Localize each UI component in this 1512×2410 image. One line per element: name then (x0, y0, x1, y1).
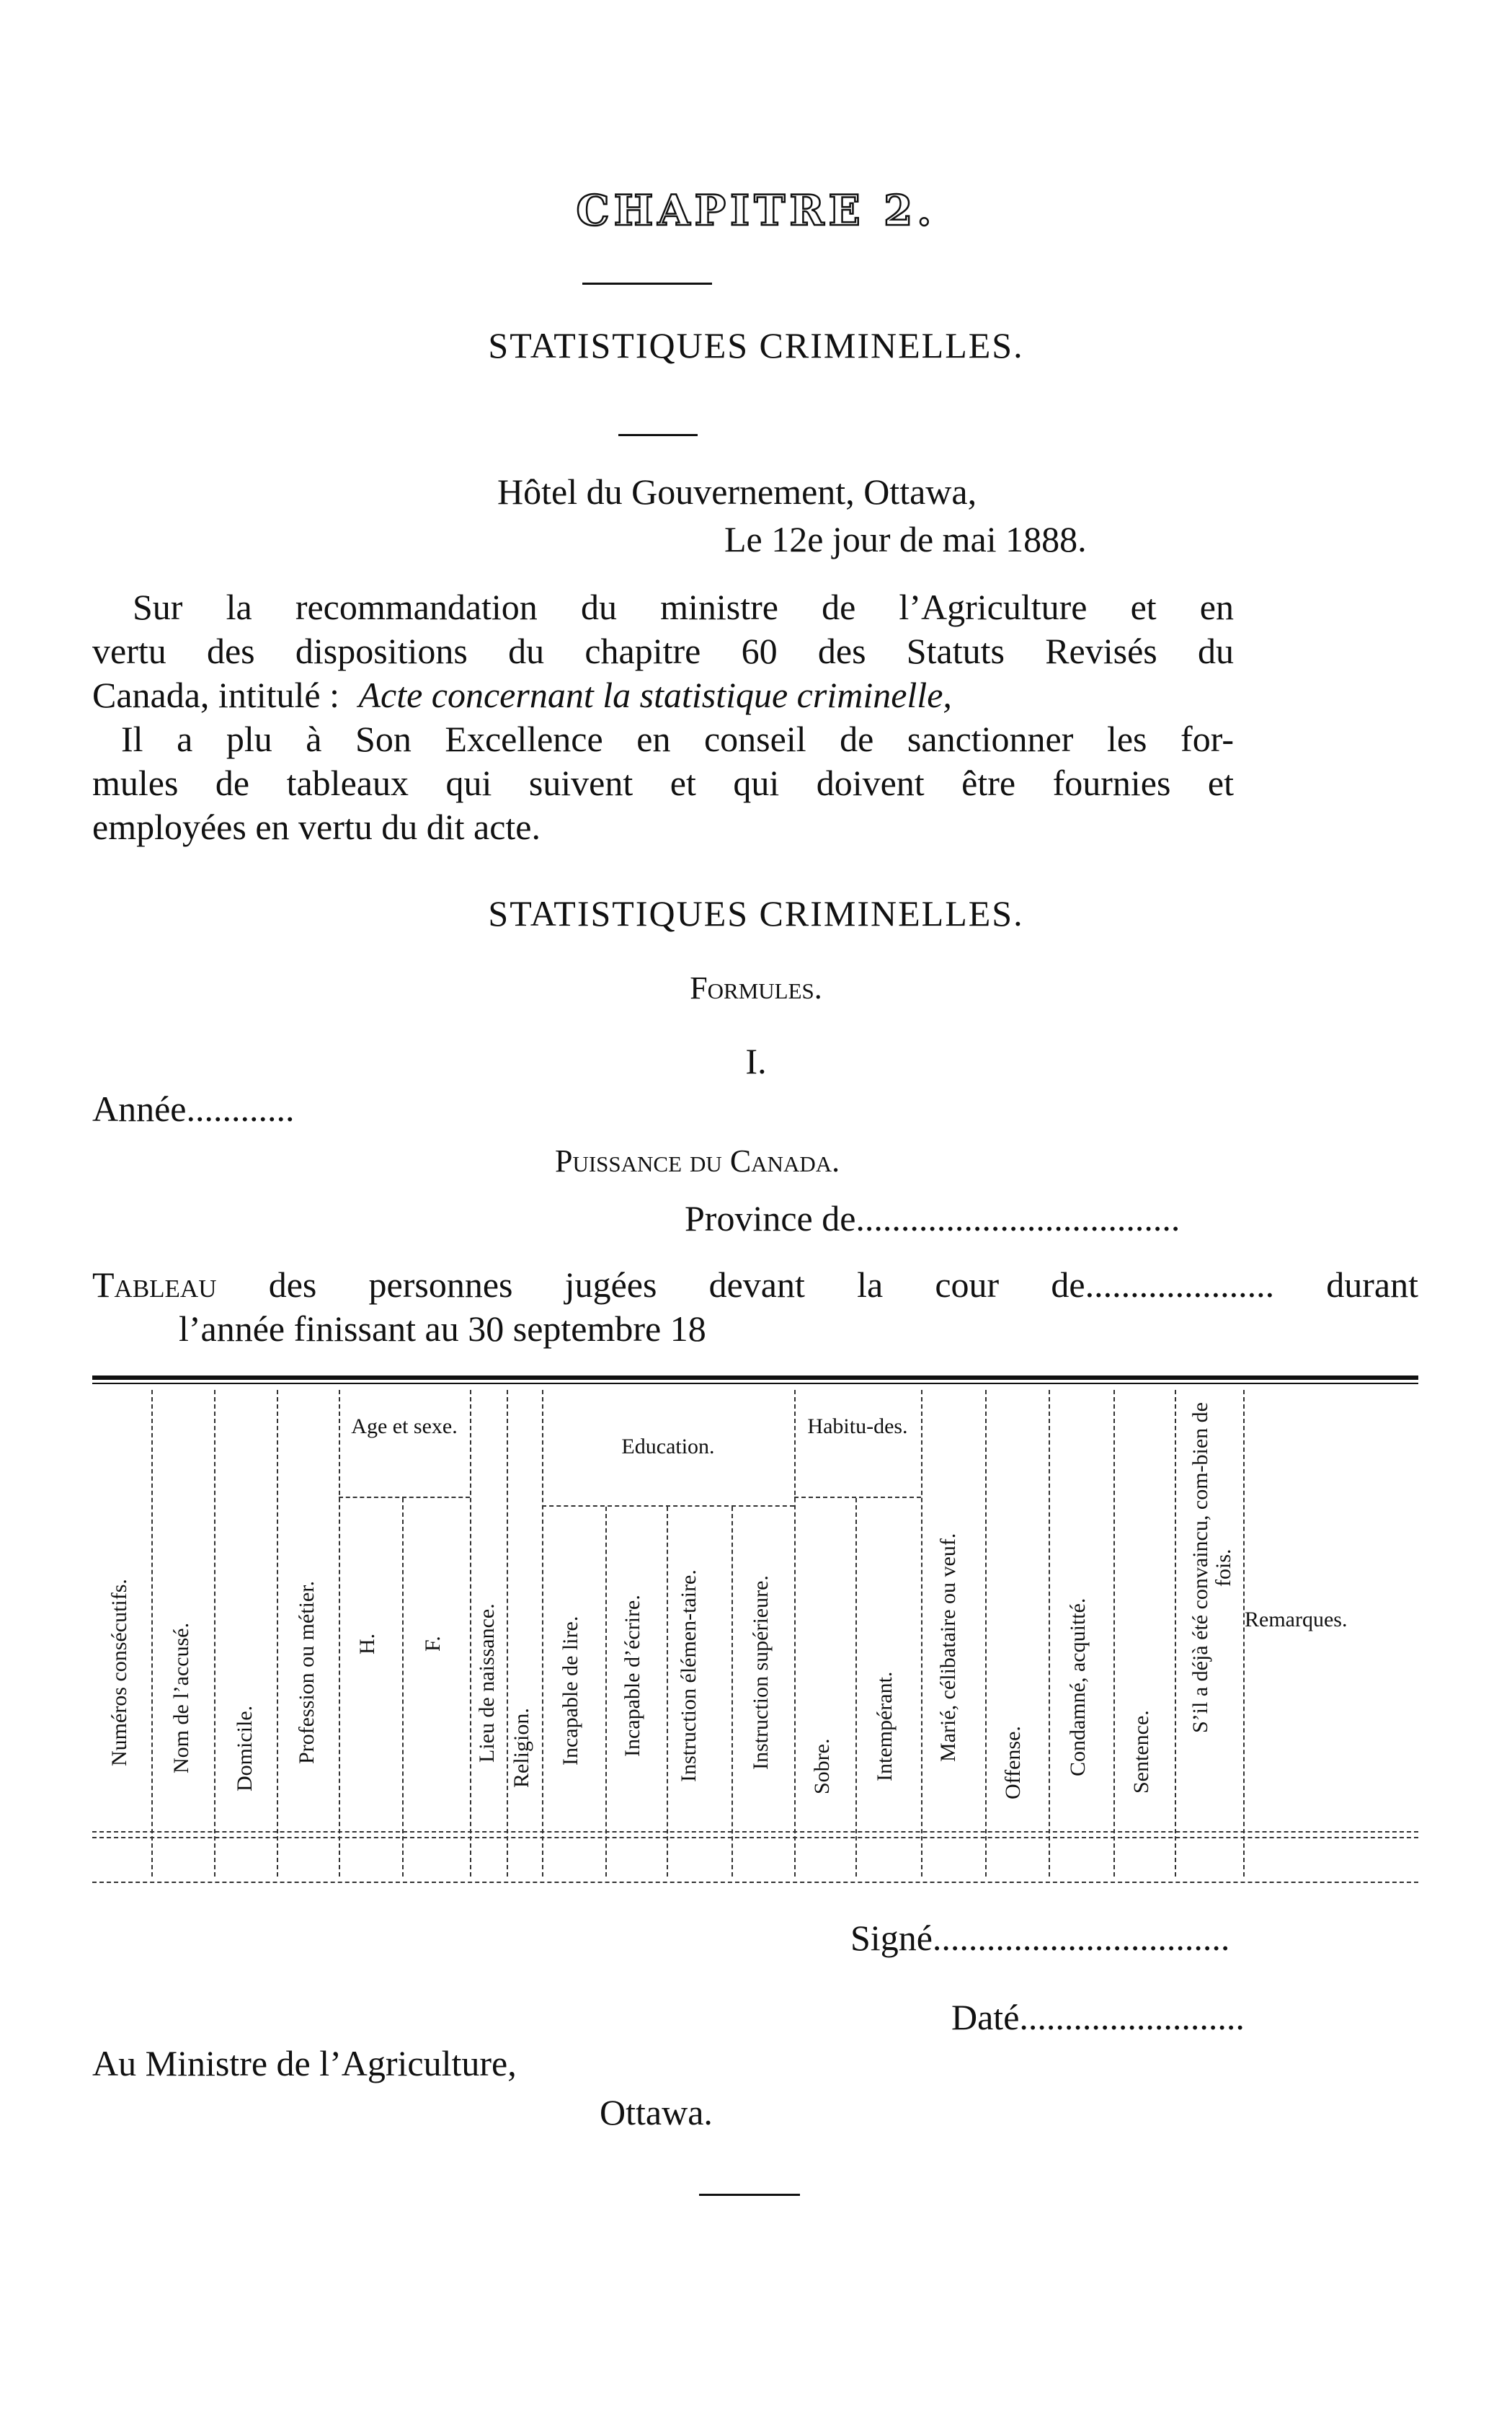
date-line: Le 12e jour de mai 1888. (724, 519, 1087, 559)
decree-paragraph (92, 585, 1234, 847)
paragraph-line: employées en vertu du dit acte. (92, 807, 541, 847)
column-divider (151, 1390, 153, 1877)
column-divider (794, 1390, 796, 1877)
group-header-age: Age et sexe. (351, 1414, 458, 1438)
column-divider (667, 1507, 668, 1877)
puissance-label: Puissance du Canada. (555, 1143, 840, 1179)
column-divider (1113, 1390, 1115, 1877)
table-top-rule (92, 1383, 1418, 1384)
form-title: STATISTIQUES CRIMINELLES. (488, 893, 1024, 934)
col-incapable-ecrire: Incapable d’écrire. (621, 1595, 644, 1758)
col-condamne: Condamné, acquitté. (1066, 1598, 1090, 1776)
tableau-line: l’année finissant au 30 septembre 18 (179, 1308, 706, 1349)
col-offense: Offense. (1001, 1726, 1025, 1799)
col-religion: Religion. (510, 1708, 533, 1789)
header-bottom-rule (92, 1837, 1418, 1838)
paragraph-line: mules de tableaux qui suivent et qui doivent être fournies et (92, 763, 1234, 803)
col-incapable-lire: Incapable de lire. (559, 1616, 582, 1766)
form-number: I. (745, 1041, 767, 1081)
column-divider (277, 1390, 278, 1877)
column-divider (855, 1498, 857, 1877)
paragraph-line: Il a plu à Son Excellence en conseil de sanctionner les for- (121, 719, 1234, 759)
col-h: H. (355, 1633, 379, 1654)
col-instruction-elementaire: Instruction élémen-taire. (677, 1569, 701, 1783)
group-underline (542, 1505, 794, 1507)
col-intemperant: Intempérant. (873, 1671, 897, 1782)
col-lieu-naissance: Lieu de naissance. (475, 1603, 499, 1763)
column-divider (339, 1390, 340, 1877)
divider-rule (699, 2194, 800, 2196)
col-marie: Marié, célibataire ou veuf. (936, 1533, 960, 1762)
divider-rule (582, 283, 712, 285)
column-divider (731, 1507, 733, 1877)
col-deja-convaincu: S’il a déjà été convaincu, com-bien de fois. (1188, 1402, 1235, 1734)
col-domicile: Domicile. (233, 1705, 257, 1791)
column-divider (1243, 1390, 1245, 1877)
column-divider (985, 1390, 987, 1877)
column-divider (605, 1507, 607, 1877)
table-bottom-rule (92, 1882, 1418, 1883)
group-underline (339, 1497, 470, 1498)
tableau-line (92, 1263, 1418, 1307)
header-bottom-rule (92, 1831, 1418, 1833)
col-f: F. (421, 1636, 445, 1652)
column-divider (507, 1390, 508, 1877)
group-header-habitudes: Habitu-des. (807, 1414, 908, 1438)
column-divider (402, 1498, 404, 1877)
column-divider (214, 1390, 215, 1877)
group-header-education: Education. (621, 1435, 715, 1458)
col-instruction-superieure: Instruction supérieure. (749, 1575, 773, 1770)
section-title: STATISTIQUES CRIMINELLES. (488, 325, 1024, 366)
date-field: Daté......................... (951, 1997, 1245, 2037)
column-divider (921, 1390, 922, 1877)
divider-rule (618, 434, 698, 436)
col-numeros: Numéros consécutifs. (107, 1579, 131, 1766)
column-divider (1049, 1390, 1050, 1877)
paragraph-line (92, 673, 952, 717)
paragraph-text: Canada, intitulé : (92, 675, 339, 715)
act-title: Acte concernant la statistique criminelle, (358, 675, 952, 715)
column-divider (542, 1390, 543, 1877)
col-sentence: Sentence. (1129, 1710, 1153, 1794)
formules-label: Formules. (690, 970, 822, 1006)
group-underline (794, 1497, 921, 1498)
chapter-heading: CHAPITRE 2. (576, 186, 936, 235)
column-divider (470, 1390, 471, 1877)
tableau-rest: des personnes jugées devant la cour de..................... durant (268, 1264, 1419, 1305)
col-profession: Profession ou métier. (295, 1580, 319, 1765)
paragraph-line: Sur la recommandation du ministre de l’Agriculture et en (133, 587, 1234, 627)
annee-field: Année............ (92, 1089, 295, 1129)
col-remarques: Remarques. (1245, 1608, 1348, 1631)
ottawa-line: Ottawa. (600, 2092, 713, 2132)
minister-address: Au Ministre de l’Agriculture, (92, 2043, 517, 2083)
table-top-rule (92, 1375, 1418, 1380)
province-field: Province de.................................... (685, 1198, 1180, 1239)
paragraph-line: vertu des dispositions du chapitre 60 des Statuts Revisés du (92, 631, 1234, 671)
place-line: Hôtel du Gouvernement, Ottawa, (497, 471, 977, 512)
column-divider (1175, 1390, 1176, 1877)
col-nom: Nom de l’accusé. (169, 1622, 193, 1773)
tableau-lead: Tableau (92, 1264, 217, 1305)
col-sobre: Sobre. (810, 1738, 834, 1794)
signe-field: Signé................................. (850, 1918, 1230, 1958)
